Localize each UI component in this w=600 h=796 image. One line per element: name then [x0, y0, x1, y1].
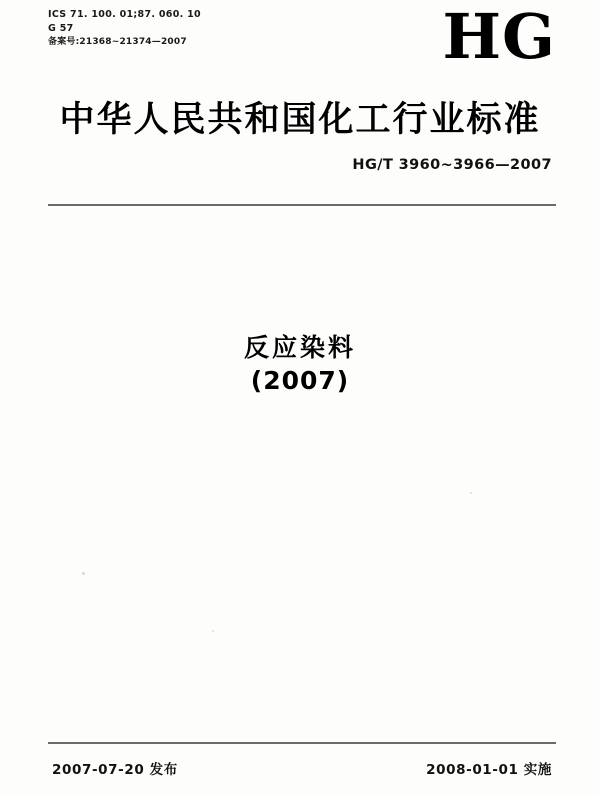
- divider-bottom: [48, 742, 556, 744]
- standard-number: HG/T 3960~3966—2007: [352, 157, 552, 173]
- page-title: 中华人民共和国化工行业标准: [59, 100, 541, 140]
- scan-speckle: [82, 572, 85, 575]
- issue-date: 2007-07-20 发布: [52, 762, 178, 778]
- hg-logo-mark: HG: [442, 0, 556, 73]
- identification-block: [48, 8, 201, 49]
- record-number: 备案号:21368~21374—2007: [48, 36, 187, 47]
- subject-year: (2007): [250, 366, 350, 395]
- implement-date: 2008-01-01 实施: [426, 762, 552, 778]
- divider-top: [48, 204, 556, 206]
- subject-name: 反应染料: [243, 333, 356, 362]
- scan-speckle: [212, 630, 214, 632]
- scan-speckle: [470, 492, 472, 494]
- classification-code: G 57: [48, 22, 74, 34]
- ics-code: ICS 71. 100. 01;87. 060. 10: [48, 9, 201, 20]
